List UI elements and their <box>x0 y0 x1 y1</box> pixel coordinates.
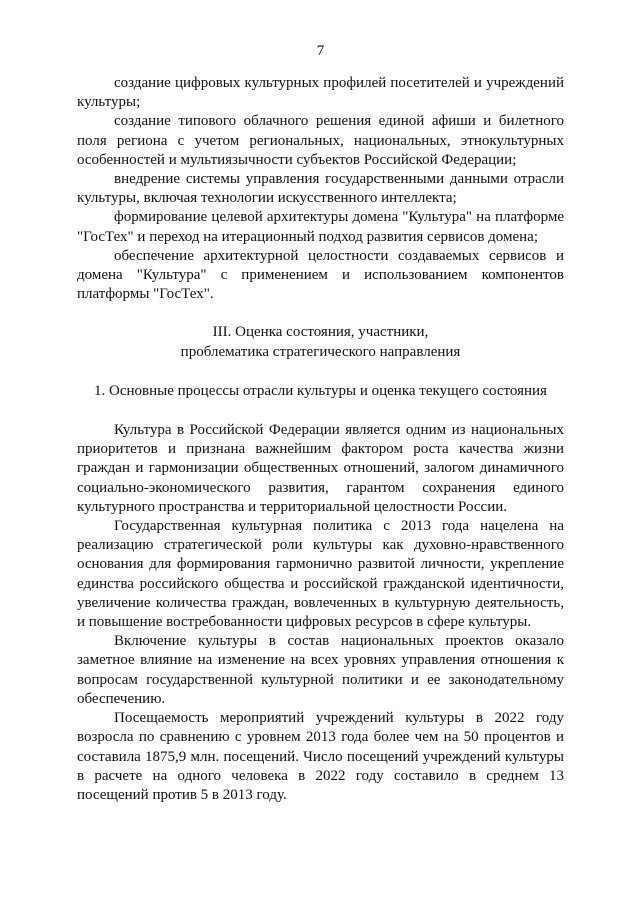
body-paragraph: Посещаемость мероприятий учреждений культуры в 2022 году возросла по сравнению с уровнем 2013 года более чем на 50 процентов и составила 1875,9 млн. посещений. Число посещений учреждений культуры в расчете на одного человека в 2022 году составило в среднем 13 посещений против 5 в 2013 году. <box>77 710 564 803</box>
list-item: формирование целевой архитектуры домена "Культура" на платформе "ГосТех" и переход на итерационный подход развития сервисов домена; <box>77 209 564 245</box>
body-paragraph: Государственная культурная политика с 2013 года нацелена на реализацию стратегической роли культуры как духовно-нравственного основания для формирования гармонично развитой личности, укрепление единства российского общества и российской гражданской идентичности, увеличение количества граждан, вовлеченных в культурную деятельность, и повышение востребованности цифровых ресурсов в сфере культуры. <box>77 518 564 631</box>
list-item: обеспечение архитектурной целостности создаваемых сервисов и домена "Культура" с применением и использованием компонентов платформы "ГосТех". <box>77 247 564 303</box>
list-item: создание цифровых культурных профилей посетителей и учреждений культуры; <box>77 75 564 111</box>
body-paragraph: Включение культуры в состав национальных проектов оказало заметное влияние на изменение на всех уровнях управления отношения к вопросам государственной культурной политики и ее законодательному обеспечению. <box>77 633 564 707</box>
section-heading-line1: III. Оценка состояния, участники, <box>212 324 429 341</box>
list-item: создание типового облачного решения единой афиши и билетного поля региона с учетом региональных, национальных, этнокультурных особенностей и мультиязычности субъектов Российской Федерации; <box>77 113 564 168</box>
body-paragraph: Культура в Российской Федерации является одним из национальных приоритетов и признана важнейшим фактором роста качества жизни граждан и гармонизации общественных отношений, залогом динамичного социально-экономического развития, гарантом сохранения единого культурного пространства и территориальной целостности России. <box>77 422 564 515</box>
page-number: 7 <box>316 43 325 59</box>
list-item: внедрение системы управления государственными данными отрасли культуры, включая технологии искусственного интеллекта; <box>77 171 564 207</box>
subsection-heading: 1. Основные процессы отрасли культуры и оценка текущего состояния <box>94 382 547 399</box>
document-body <box>77 74 564 805</box>
section-heading <box>77 323 564 361</box>
section-heading-line2: проблематика стратегического направления <box>180 343 461 360</box>
